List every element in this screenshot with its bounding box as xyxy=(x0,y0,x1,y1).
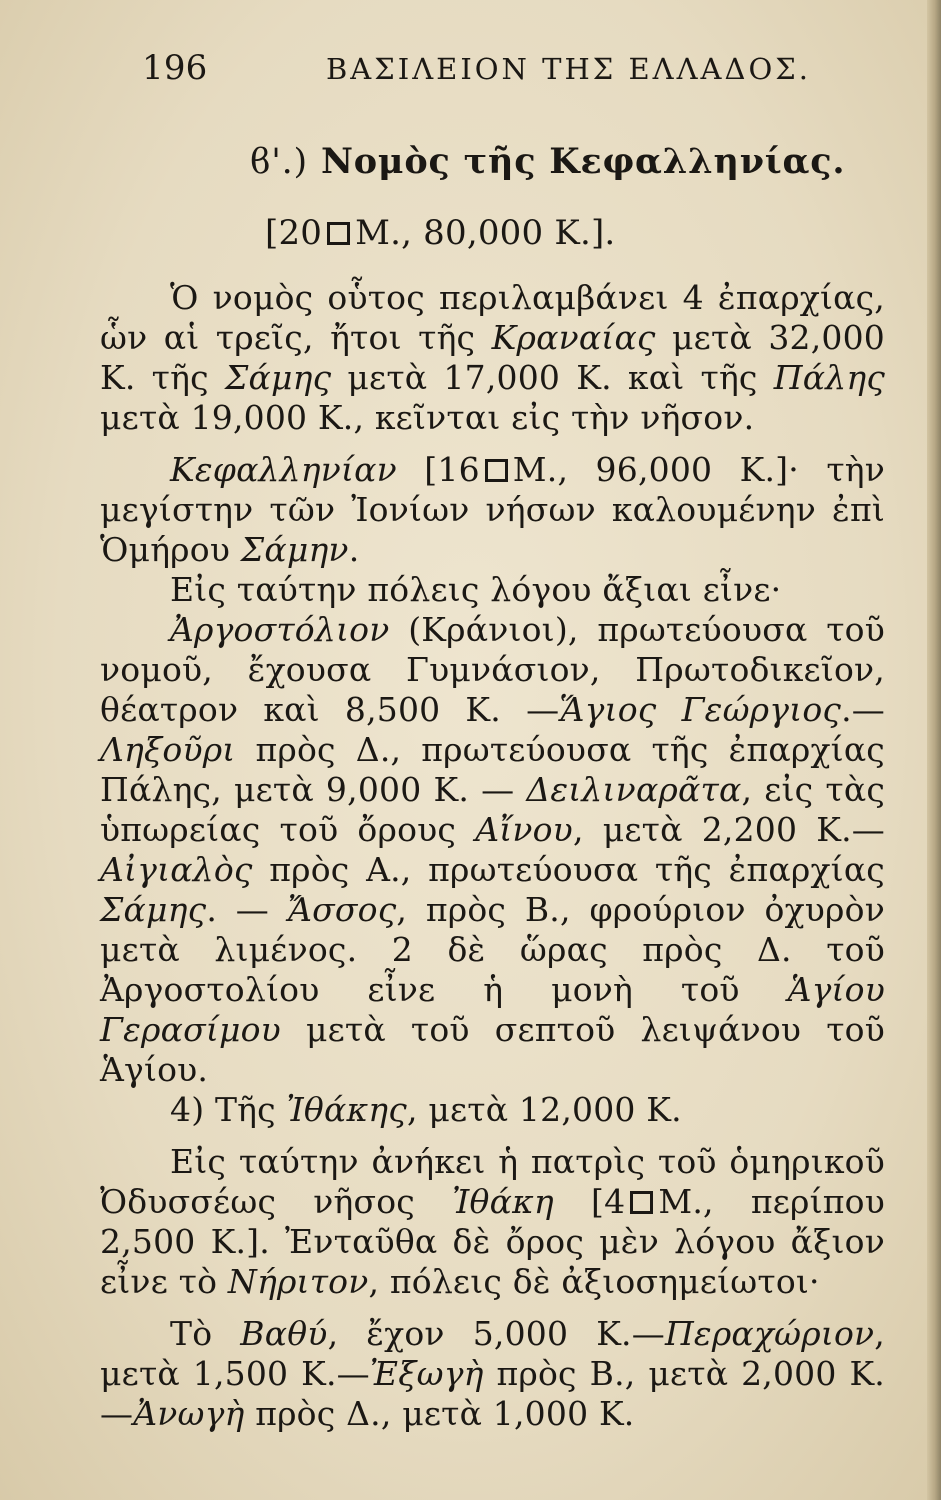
text-run: πρὸς Δ., πρωτεύουσα τῆς ἐπαρχίας Πάλης, μετὰ 9,000 Κ. — xyxy=(100,730,885,809)
place-name: Σάμης xyxy=(224,358,332,397)
place-name: Ἄσσος xyxy=(287,890,397,929)
paragraph-provinces xyxy=(100,278,885,438)
place-name: Ἀργοστόλιον xyxy=(170,610,390,649)
place-name: Αἰγιαλὸς xyxy=(100,850,253,889)
page-content xyxy=(100,48,885,1434)
section-number: ϐ'.) xyxy=(250,142,308,182)
section-title-text: Νομὸς τῆς Κεφαλληνίας. xyxy=(321,141,846,182)
place-name: Ἐξωγὴ xyxy=(369,1354,484,1393)
place-name: Ἅγιος Γεώργιος xyxy=(559,690,842,729)
text-run: μετὰ τοῦ σεπτοῦ λειψάνου τοῦ Ἁγίου. xyxy=(100,1010,885,1089)
paragraph-ithaca xyxy=(100,1142,885,1302)
text-run: , εἰς τὰς ὑπωρείας τοῦ ὄρους xyxy=(100,770,886,849)
page-number: 196 xyxy=(142,48,208,88)
place-name: Βαθύ xyxy=(240,1314,328,1353)
place-name: Ληξοῦρι xyxy=(100,730,236,769)
section-title xyxy=(250,140,885,184)
text-run: [16 xyxy=(396,450,480,489)
text-run: Εἰς ταύτην ἀνήκει ἡ πατρὶς τοῦ ὁμηρικοῦ Ὀδυσσέως νῆσος xyxy=(100,1142,885,1221)
text-run: 4) Τῆς xyxy=(170,1090,287,1129)
place-name: Δειλιναρᾶτα xyxy=(526,770,742,809)
text-run: Μ., 96,000 Κ.]· τὴν μεγίστην τῶν Ἰονίων νήσων καλουμένην ἐπὶ Ὁμήρου xyxy=(100,450,886,569)
paragraph-cities-intro xyxy=(100,570,885,610)
text-run: . — xyxy=(206,890,288,929)
text-run: πρὸς Α., πρωτεύουσα τῆς ἐπαρχίας xyxy=(252,850,885,889)
stats-area: [20 xyxy=(265,213,323,253)
text-run: πρὸς Β., μετὰ 2,000 Κ.— xyxy=(100,1354,885,1433)
place-name: Πάλης xyxy=(773,358,885,397)
text-run: , μετὰ 12,000 Κ. xyxy=(406,1090,682,1129)
place-name: Ἰθάκης xyxy=(286,1090,407,1129)
text-run: μετὰ 32,000 Κ. τῆς xyxy=(100,318,885,397)
text-run: Μ., περίπου 2,500 Κ.]. Ἐνταῦθα δὲ ὄρος μὲν λόγου ἄξιον εἶνε τὸ xyxy=(100,1182,885,1301)
paragraph-cities xyxy=(100,610,885,1090)
running-title: ΒΑΣΙΛΕΙΟΝ ΤΗΣ ΕΛΛΑΔΟΣ. xyxy=(326,52,811,86)
section-stats xyxy=(265,212,885,254)
text-run: Εἰς ταύτην πόλεις λόγου ἄξιαι εἶνε· xyxy=(170,570,782,609)
text-run: , μετὰ 1,500 Κ.— xyxy=(100,1314,885,1393)
text-run: , ἔχον 5,000 Κ.— xyxy=(327,1314,665,1353)
place-name: Ἰθάκη xyxy=(452,1182,554,1221)
text-run: Ὁ νομὸς οὗτος περιλαμβάνει 4 ἐπαρχίας, ὧν αἱ τρεῖς, ἤτοι τῆς xyxy=(100,278,885,357)
text-run: , πρὸς Β., φρούριον ὀχυρὸν μετὰ λιμένος. 2 δὲ ὥρας πρὸς Δ. τοῦ Ἀργοστολίου εἶνε ἡ μονὴ τοῦ xyxy=(100,890,885,1009)
place-name: Ἁγίου Γερασίμου xyxy=(100,970,885,1049)
paragraph-ithaca-towns xyxy=(100,1314,885,1434)
text-run: μετὰ 17,000 Κ. καὶ τῆς xyxy=(331,358,774,397)
text-run: , μετὰ 2,200 Κ.— xyxy=(572,810,885,849)
place-name: Σάμης xyxy=(100,890,207,929)
square-symbol-icon xyxy=(630,1191,653,1214)
paragraph-gap xyxy=(100,438,885,450)
square-symbol-icon xyxy=(485,459,508,482)
text-run: (Κράνιοι), πρωτεύουσα τοῦ νομοῦ, ἔχουσα Γυμνάσιον, Πρωτοδικεῖον, θέατρον καὶ 8,500 Κ. — xyxy=(100,610,885,729)
text-run: .— xyxy=(841,690,885,729)
stats-population: Μ., 80,000 Κ.]. xyxy=(355,213,616,253)
place-name: Κεφαλληνίαν xyxy=(170,450,397,489)
text-run: πρὸς Δ., μετὰ 1,000 Κ. xyxy=(244,1394,635,1433)
square-symbol-icon xyxy=(327,222,350,245)
text-run: Τὸ xyxy=(170,1314,241,1353)
text-run: , πόλεις δὲ ἀξιοσημείωτοι· xyxy=(368,1262,820,1301)
place-name: Σάμην xyxy=(240,530,349,569)
paragraph-gap xyxy=(100,1302,885,1314)
text-run: . xyxy=(348,530,360,569)
paragraph-kefallinia xyxy=(100,450,885,570)
text-run: [4 xyxy=(553,1182,626,1221)
page-edge xyxy=(927,0,941,1500)
paragraph-gap xyxy=(100,1130,885,1142)
place-name: Ἀνωγὴ xyxy=(133,1394,245,1433)
text-run: μετὰ 19,000 Κ., κεῖνται εἰς τὴν νῆσον. xyxy=(100,398,755,437)
place-name: Αἴνου xyxy=(475,810,573,849)
paragraph-ithaca-province xyxy=(100,1090,885,1130)
place-name: Νήριτον xyxy=(227,1262,369,1301)
page-header xyxy=(100,48,885,102)
place-name: Περαχώριον xyxy=(664,1314,875,1353)
place-name: Κραναίας xyxy=(491,318,656,357)
